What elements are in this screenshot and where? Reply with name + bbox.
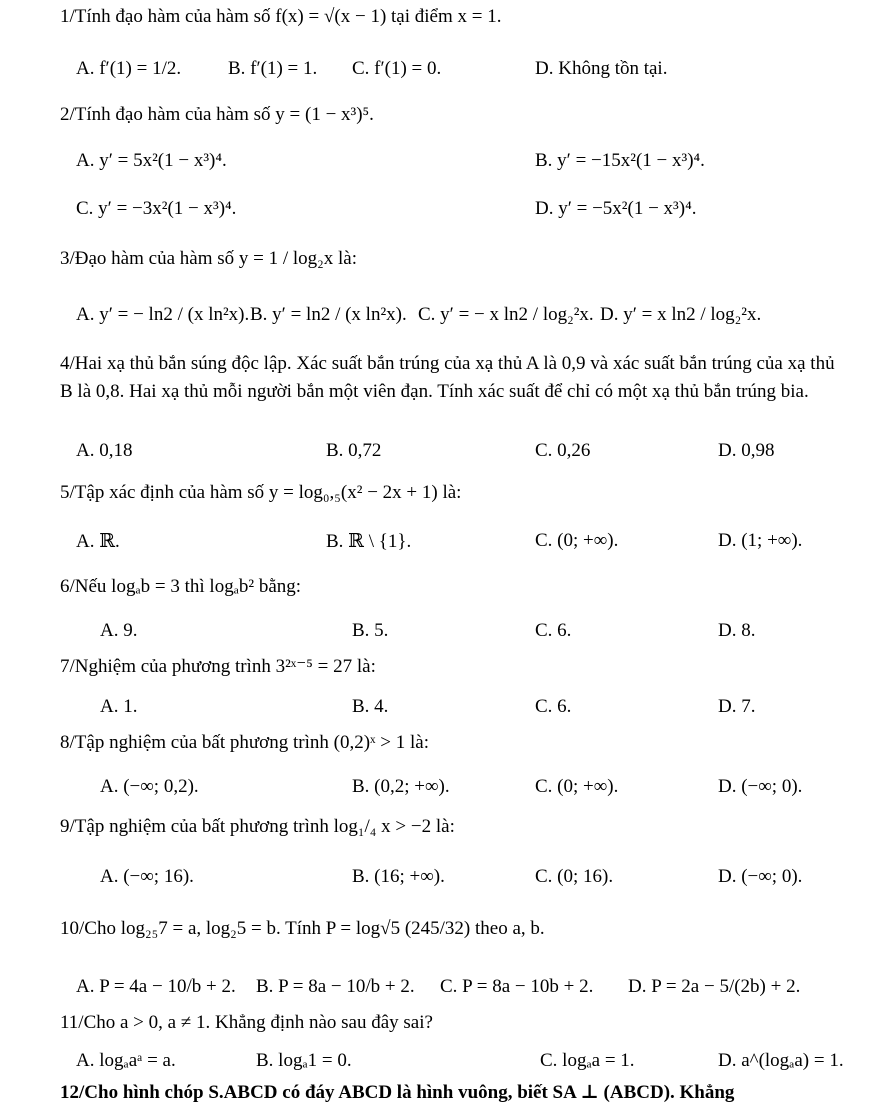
question-5-option-b[interactable]: B. ℝ \ {1}. — [326, 531, 412, 552]
question-7-option-b[interactable]: B. 4. — [352, 696, 389, 717]
question-5-option-c[interactable]: C. (0; +∞). — [535, 530, 619, 551]
question-4-option-b[interactable]: B. 0,72 — [326, 440, 382, 461]
question-7-text: 7/Nghiệm của phương trình 3²ˣ⁻⁵ = 27 là: — [60, 656, 376, 677]
question-2-text: 2/Tính đạo hàm của hàm số y = (1 − x³)⁵. — [60, 104, 374, 125]
question-2-option-c[interactable]: C. y′ = −3x²(1 − x³)⁴. — [76, 198, 237, 219]
question-8-option-d[interactable]: D. (−∞; 0). — [718, 776, 803, 797]
question-1-option-a[interactable]: A. f′(1) = 1/2. — [76, 58, 182, 79]
question-4-option-d[interactable]: D. 0,98 — [718, 440, 775, 461]
question-9-option-d[interactable]: D. (−∞; 0). — [718, 866, 803, 887]
question-4-option-c[interactable]: C. 0,26 — [535, 440, 591, 461]
question-7-option-d[interactable]: D. 7. — [718, 696, 756, 717]
question-2-option-a[interactable]: A. y′ = 5x²(1 − x³)⁴. — [76, 150, 227, 171]
question-4-option-a[interactable]: A. 0,18 — [76, 440, 133, 461]
question-12-text: 12/Cho hình chóp S.ABCD có đáy ABCD là hình vuông, biết SA ⊥ (ABCD). Khẳng — [60, 1082, 735, 1103]
question-3-option-c[interactable]: C. y′ = − x ln2 / log₂²x. — [418, 304, 594, 325]
question-1-option-d[interactable]: D. Không tồn tại. — [535, 58, 668, 79]
question-5-text: 5/Tập xác định của hàm số y = log₀,₅(x² − 2x + 1) là: — [60, 482, 462, 503]
question-11-option-c[interactable]: C. logₐa = 1. — [540, 1050, 635, 1071]
question-3-option-b[interactable]: B. y′ = ln2 / (x ln²x). — [250, 304, 407, 325]
question-1-option-c[interactable]: C. f′(1) = 0. — [352, 58, 442, 79]
question-11-option-d[interactable]: D. a^(logₐa) = 1. — [718, 1050, 844, 1071]
question-6-option-b[interactable]: B. 5. — [352, 620, 389, 641]
question-11-text: 11/Cho a > 0, a ≠ 1. Khẳng định nào sau đây sai? — [60, 1012, 433, 1033]
question-11-option-a[interactable]: A. logₐaᵃ = a. — [76, 1050, 176, 1071]
question-1-option-b[interactable]: B. f′(1) = 1. — [228, 58, 318, 79]
question-5-option-d[interactable]: D. (1; +∞). — [718, 530, 803, 551]
question-2-option-b[interactable]: B. y′ = −15x²(1 − x³)⁴. — [535, 150, 705, 171]
question-10-option-a[interactable]: A. P = 4a − 10/b + 2. — [76, 976, 236, 997]
question-6-option-c[interactable]: C. 6. — [535, 620, 572, 641]
question-9-option-b[interactable]: B. (16; +∞). — [352, 866, 445, 887]
question-6-option-d[interactable]: D. 8. — [718, 620, 756, 641]
question-5-option-a[interactable]: A. ℝ. — [76, 531, 120, 552]
question-6-text: 6/Nếu logₐb = 3 thì logₐb² bằng: — [60, 576, 302, 597]
question-8-text: 8/Tập nghiệm của bất phương trình (0,2)ˣ > 1 là: — [60, 732, 429, 753]
question-9-option-c[interactable]: C. (0; 16). — [535, 866, 614, 887]
question-4-text: 4/Hai xạ thủ bắn súng độc lập. Xác suất bắn trúng của xạ thủ A là 0,9 và xác suất bắn trúng của xạ thủ B là 0,8. Hai xạ thủ mỗi người bắn một viên đạn. Tính xác suất để chỉ có một xạ thủ bắn trúng bia. — [60, 353, 835, 402]
question-6-option-a[interactable]: A. 9. — [100, 620, 138, 641]
question-7-option-a[interactable]: A. 1. — [100, 696, 138, 717]
question-8-option-a[interactable]: A. (−∞; 0,2). — [100, 776, 199, 797]
question-3-option-d[interactable]: D. y′ = x ln2 / log₂²x. — [600, 304, 762, 325]
question-8-option-c[interactable]: C. (0; +∞). — [535, 776, 619, 797]
question-8-option-b[interactable]: B. (0,2; +∞). — [352, 776, 450, 797]
question-3-text: 3/Đạo hàm của hàm số y = 1 / log₂x là: — [60, 248, 358, 269]
question-2-option-d[interactable]: D. y′ = −5x²(1 − x³)⁴. — [535, 198, 697, 219]
question-10-option-b[interactable]: B. P = 8a − 10/b + 2. — [256, 976, 415, 997]
question-10-option-c[interactable]: C. P = 8a − 10b + 2. — [440, 976, 594, 997]
question-7-option-c[interactable]: C. 6. — [535, 696, 572, 717]
question-1-text: 1/Tính đạo hàm của hàm số f(x) = √(x − 1) tại điểm x = 1. — [60, 6, 502, 27]
question-10-text: 10/Cho log₂₅7 = a, log₂5 = b. Tính P = log√5 (245/32) theo a, b. — [60, 918, 545, 939]
question-11-option-b[interactable]: B. logₐ1 = 0. — [256, 1050, 352, 1071]
question-10-option-d[interactable]: D. P = 2a − 5/(2b) + 2. — [628, 976, 801, 997]
question-9-option-a[interactable]: A. (−∞; 16). — [100, 866, 194, 887]
question-9-text: 9/Tập nghiệm của bất phương trình log₁/₄ x > −2 là: — [60, 816, 455, 837]
question-3-option-a[interactable]: A. y′ = − ln2 / (x ln²x). — [76, 304, 250, 325]
